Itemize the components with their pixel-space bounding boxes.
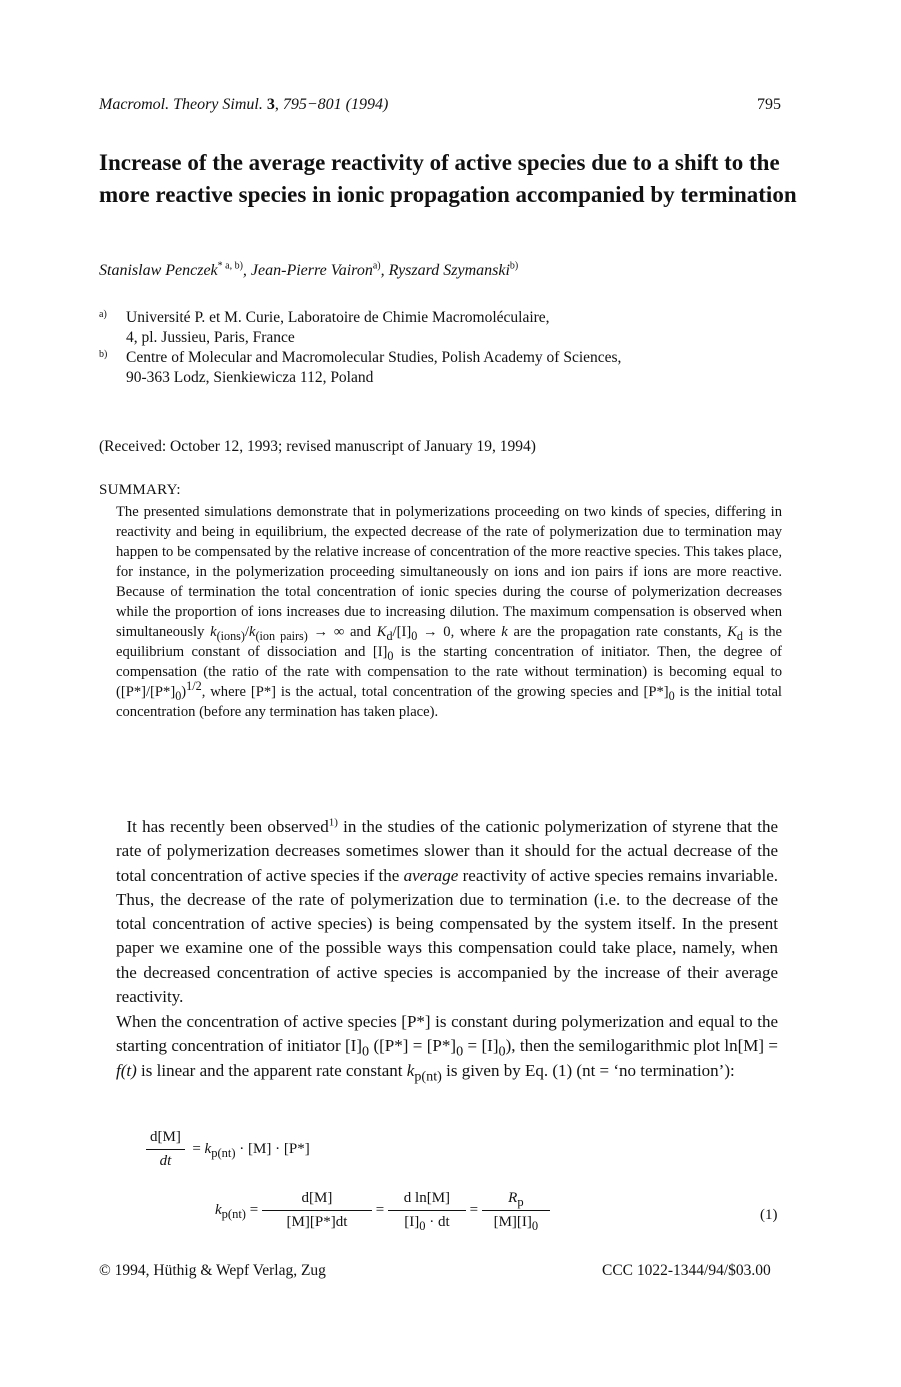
running-head: Macromol. Theory Simul. 3, 795−801 (1994): [99, 96, 389, 113]
author-name: Stanislaw Penczek: [99, 262, 218, 279]
affiliation-line: 90-363 Lodz, Sienkiewicza 112, Poland: [126, 369, 374, 386]
affiliation-mark: a): [99, 309, 107, 320]
equation-fraction: $\frac{d[M]}{[M][P*]dt}$: [262, 1190, 372, 1231]
affiliation-line: 4, pl. Jussieu, Paris, France: [126, 329, 295, 346]
affiliation: [99, 308, 799, 348]
equation-fraction: $\frac{d[M]}{dt}$: [146, 1129, 185, 1170]
summary-heading: SUMMARY:: [99, 482, 181, 498]
equation-rate-constant: $k_{p(nt)}$ = $\frac{d[M]}{[M][P*]dt}$ = $\frac{\text{d ln[M]}}{[I]_0 \cdot dt}$ = $\frac{R_p}{[M][I]_0}$: [215, 1190, 550, 1231]
equation-fraction: $\frac{R_p}{[M][I]_0}$: [482, 1190, 550, 1231]
author-name: Jean-Pierre Vairon: [250, 262, 373, 279]
affiliation-line: Centre of Molecular and Macromolecular Studies, Polish Academy of Sciences,: [126, 349, 622, 366]
volume: 3: [266, 96, 275, 113]
article-title: Increase of the average reactivity of active species due to a shift to the more reactive species in ionic propagation accompanied by termination: [99, 150, 797, 207]
body-paragraph: When the concentration of active species [P*] is constant during polymerization and equal to the starting concentration of initiator $[I]_0$ $([P*] = [P*]_0 = [I]_0)$, then the semilogarithmic plot ln[M] = f(t) is linear and the apparent rate constant $k_{p(nt)}$ is given by Eq. (1) (nt = ‘no termination’):: [116, 1012, 778, 1084]
author-mark: a): [372, 260, 381, 272]
pages-year: 795−801 (1994): [282, 96, 389, 113]
author-mark: * a, b): [217, 260, 243, 272]
affiliation: [99, 348, 799, 388]
author-name: Ryszard Szymanski: [388, 262, 510, 279]
ccc-code: CCC 1022-1344/94/$03.00: [602, 1262, 771, 1279]
authors: Stanislaw Penczek$^{* a, b)}$, Jean-Pierre Vairon$^{a)}$, Ryszard Szymanski$^{b)}$: [99, 260, 519, 279]
equation-rate: $\frac{d[M]}{dt}$ = $k_{p(nt)} \cdot [M] \cdot [P*]$: [146, 1129, 310, 1170]
received-dates: (Received: October 12, 1993; revised manuscript of January 19, 1994): [99, 438, 536, 455]
affiliation-line: Université P. et M. Curie, Laboratoire de Chimie Macromoléculaire,: [126, 309, 550, 326]
journal-name: Macromol. Theory Simul.: [99, 96, 263, 113]
equation-fraction: $\frac{\text{d ln[M]}}{[I]_0 \cdot dt}$: [388, 1190, 466, 1231]
copyright-notice: © 1994, Hüthig & Wepf Verlag, Zug: [99, 1262, 326, 1279]
affiliation-mark: b): [99, 349, 108, 360]
author-mark: b): [509, 260, 519, 272]
body-paragraph: It has recently been observed$^{1)}$ in the studies of the cationic polymerization of styrene that the rate of polymerization decreases sometimes slower than it should for the actual decrease of the total concentration of active species if the average reactivity of active species remains invariable. Thus, the decrease of the rate of polymerization due to termination (i.e. to the decrease of the total concentration of active species) is being compensated by the system itself. In the present paper we examine one of the possible ways this compensation could take place, namely, when the decreased concentration of active species is accompanied by the increase of their average reactivity.: [116, 816, 778, 1007]
equation-number: (1): [760, 1207, 778, 1223]
reference-mark: 1): [328, 816, 338, 829]
summary-text: The presented simulations demonstrate that in polymerizations proceeding on two kinds of species, differing in reactivity and being in equilibrium, the expected decrease of the rate of polymerization due to termination may happen to be compensated by the relative increase of concentration of the more reactive species. This takes place, for instance, in the polymerization proceeding simultaneously on ions and ion pairs if ions are more reactive. Because of termination the total concentration of ionic species during the course of polymerization decreases while the proportion of ions increases due to increasing dilution. The maximum compensation is observed when simultaneously $k_{(ions)}/k_{(ion pairs)}$ → ∞ and $K_d/[I]_0 \to 0$, where k are the propagation rate constants, $K_d$ is the equilibrium constant of dissociation and $[I]_0$ is the starting concentration of initiator. Then, the degree of compensation (the ratio of the rate with compensation to the rate without termination) is becoming equal to $([P*]/[P*]_0)^{1/2}$, where [P*] is the actual, total concentration of the growing species and $[P*]_0$ is the initial total concentration (before any termination has taken place).: [116, 504, 782, 720]
page-number: 795: [757, 96, 781, 113]
